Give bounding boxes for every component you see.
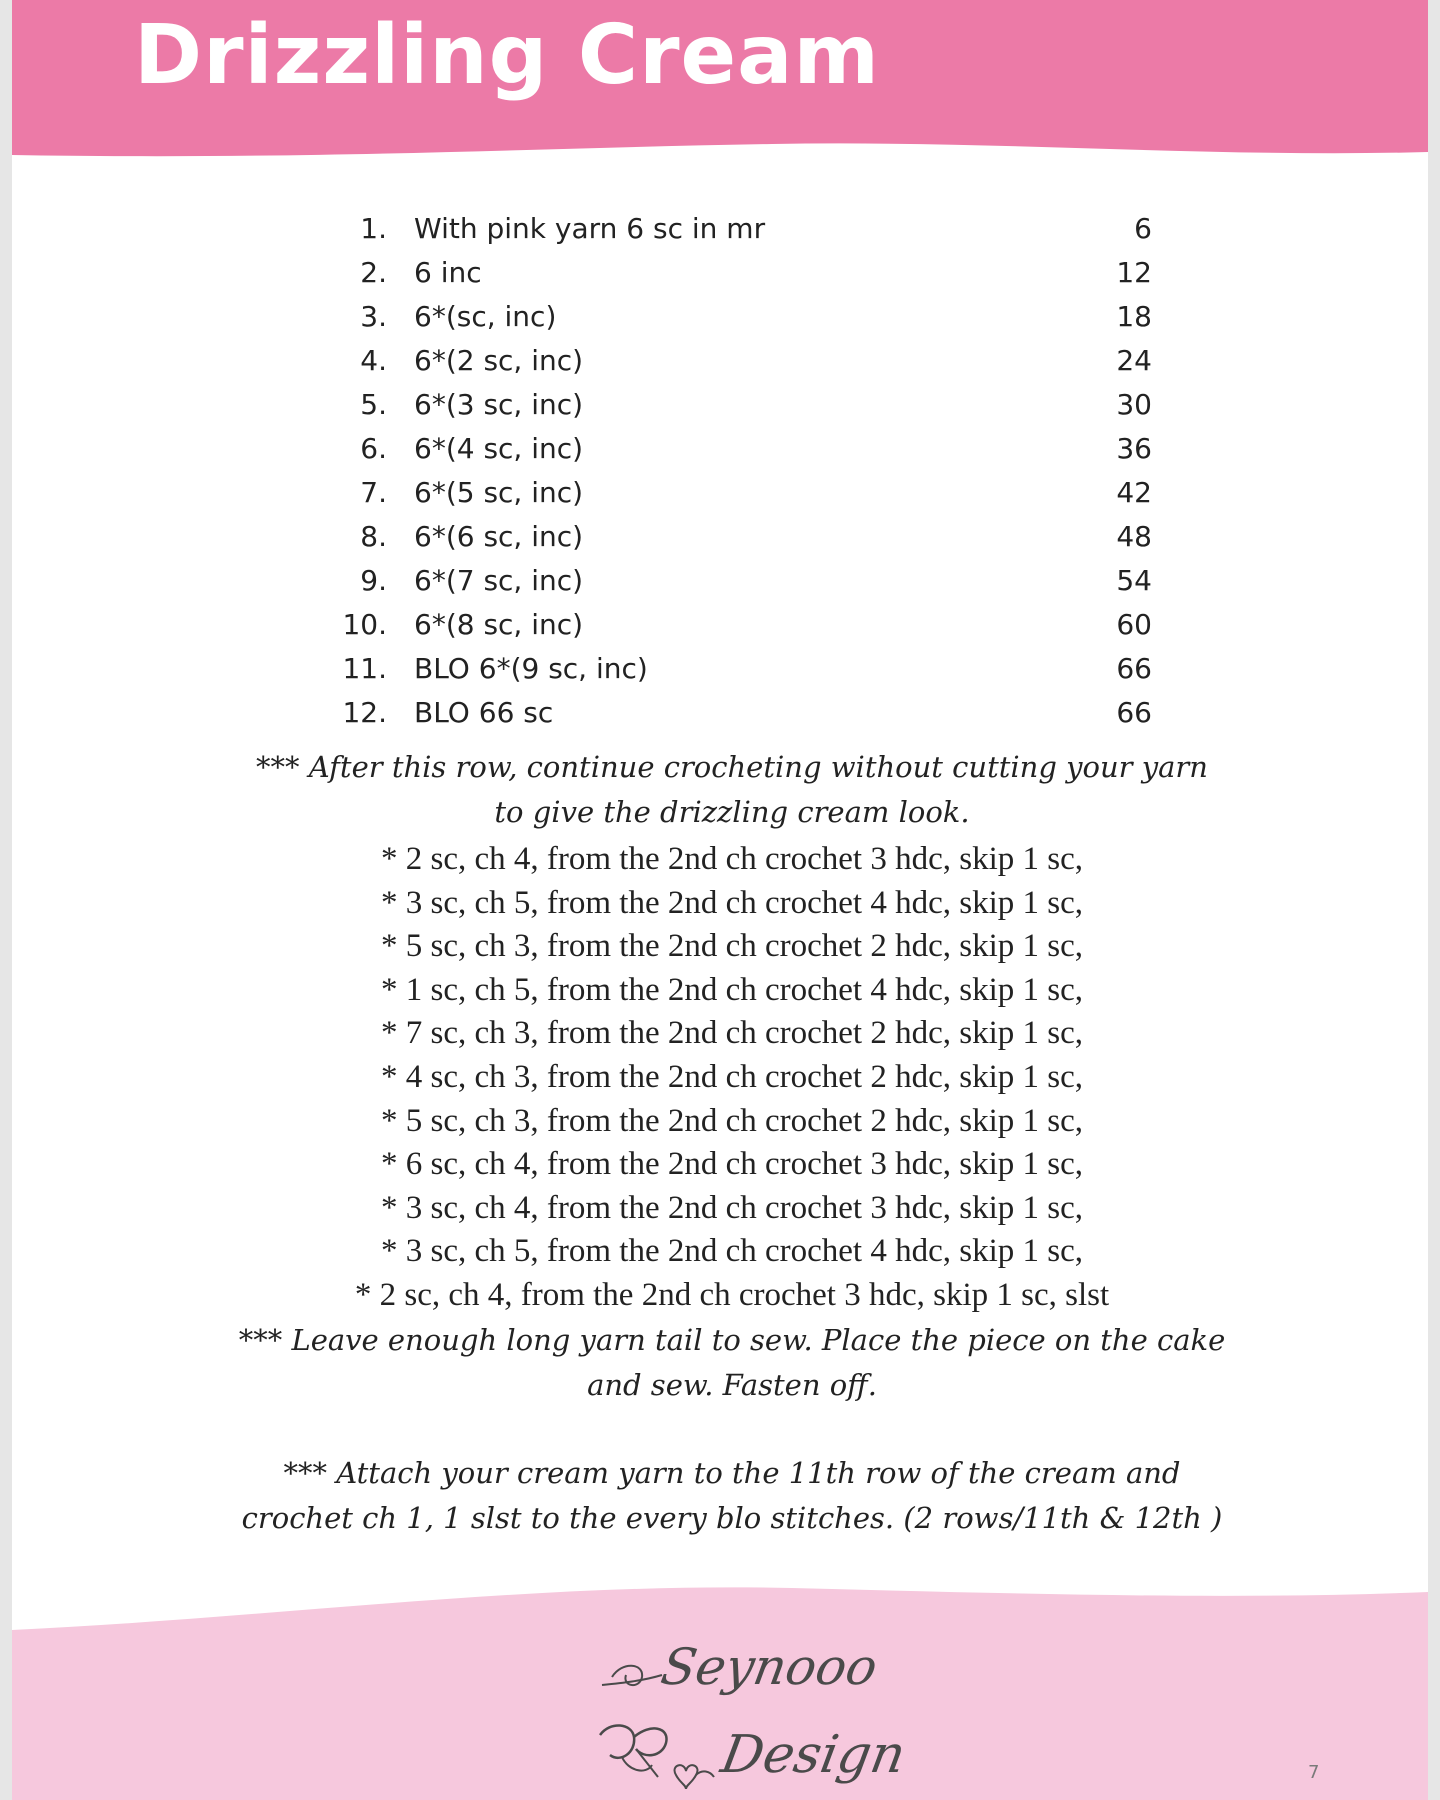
stitch-count: 54 — [1116, 564, 1152, 597]
stitch-count: 18 — [1116, 300, 1152, 333]
drizzle-step: * 6 sc, ch 4, from the 2nd ch crochet 3 hdc, skip 1 sc, — [381, 1146, 1083, 1183]
round-instruction: BLO 66 sc — [414, 696, 554, 729]
drizzle-step: * 2 sc, ch 4, from the 2nd ch crochet 3 hdc, skip 1 sc, slst — [354, 1276, 1110, 1313]
logo-text-design: Design — [716, 1725, 910, 1785]
logo-text-seynooo: Seynooo — [656, 1638, 882, 1696]
round-row — [332, 603, 1152, 647]
stitch-count: 60 — [1116, 608, 1152, 641]
stitch-count: 42 — [1116, 476, 1152, 509]
round-instruction: 6*(8 sc, inc) — [414, 608, 584, 641]
round-row — [332, 383, 1152, 427]
note-sew-line-2: and sew. Fasten off. — [587, 1368, 877, 1402]
drizzle-step: * 3 sc, ch 5, from the 2nd ch crochet 4 hdc, skip 1 sc, — [381, 884, 1083, 921]
note-sew-line-1: *** Leave enough long yarn tail to sew. Place the piece on the cake — [238, 1323, 1226, 1357]
note-attach-line-1: *** Attach your cream yarn to the 11th row of the cream and — [283, 1456, 1181, 1490]
note-attach — [212, 1451, 1252, 1541]
page-number: 7 — [1308, 1762, 1320, 1783]
drizzle-step: * 7 sc, ch 3, from the 2nd ch crochet 2 hdc, skip 1 sc, — [381, 1015, 1083, 1052]
round-instruction: 6*(5 sc, inc) — [414, 476, 584, 509]
round-row — [332, 339, 1152, 383]
round-row — [332, 427, 1152, 471]
round-instruction: With pink yarn 6 sc in mr — [414, 212, 766, 245]
round-number: 4. — [360, 344, 387, 377]
drizzle-steps-list — [262, 838, 1202, 1318]
note-sew — [212, 1318, 1252, 1408]
round-row — [332, 691, 1152, 735]
round-row — [332, 207, 1152, 251]
round-instruction: 6*(3 sc, inc) — [414, 388, 584, 421]
stitch-count: 24 — [1116, 344, 1152, 377]
stitch-count: 48 — [1116, 520, 1152, 553]
round-number: 2. — [360, 256, 387, 289]
round-row — [332, 295, 1152, 339]
round-row — [332, 471, 1152, 515]
round-row — [332, 559, 1152, 603]
stitch-count: 12 — [1116, 256, 1152, 289]
round-number: 12. — [342, 696, 387, 729]
document-page — [12, 0, 1428, 1800]
stitch-count: 36 — [1116, 432, 1152, 465]
round-row — [332, 647, 1152, 691]
drizzle-step: * 2 sc, ch 4, from the 2nd ch crochet 3 hdc, skip 1 sc, — [381, 841, 1083, 877]
round-row — [332, 251, 1152, 295]
page-title: Drizzling Cream — [134, 8, 880, 103]
brand-logo — [592, 1625, 910, 1800]
round-number: 9. — [360, 564, 387, 597]
note-continue — [212, 745, 1252, 835]
round-row — [332, 515, 1152, 559]
round-number: 5. — [360, 388, 387, 421]
drizzle-step: * 4 sc, ch 3, from the 2nd ch crochet 2 hdc, skip 1 sc, — [381, 1058, 1083, 1095]
round-instruction: 6*(sc, inc) — [414, 300, 557, 333]
round-number: 3. — [360, 300, 387, 333]
round-instruction: 6*(7 sc, inc) — [414, 564, 584, 597]
drizzle-step: * 3 sc, ch 4, from the 2nd ch crochet 3 hdc, skip 1 sc, — [381, 1189, 1083, 1226]
round-instruction: 6*(6 sc, inc) — [414, 520, 584, 553]
round-number: 1. — [360, 212, 387, 245]
round-number: 11. — [342, 652, 387, 685]
round-instruction: BLO 6*(9 sc, inc) — [414, 652, 648, 685]
round-number: 7. — [360, 476, 387, 509]
stitch-count: 66 — [1116, 696, 1152, 729]
rounds-list — [332, 207, 1152, 735]
note-continue-line-2: to give the drizzling cream look. — [494, 795, 970, 829]
drizzle-step: * 5 sc, ch 3, from the 2nd ch crochet 2 hdc, skip 1 sc, — [381, 928, 1083, 965]
round-instruction: 6 inc — [414, 256, 482, 289]
drizzle-step: * 5 sc, ch 3, from the 2nd ch crochet 2 hdc, skip 1 sc, — [381, 1102, 1083, 1139]
note-attach-line-2: crochet ch 1, 1 slst to the every blo stitches. (2 rows/11th & 12th ) — [241, 1501, 1223, 1535]
round-instruction: 6*(4 sc, inc) — [414, 432, 584, 465]
note-continue-line-1: *** After this row, continue crocheting without cutting your yarn — [256, 750, 1208, 784]
drizzle-step: * 3 sc, ch 5, from the 2nd ch crochet 4 hdc, skip 1 sc, — [381, 1233, 1083, 1270]
round-number: 8. — [360, 520, 387, 553]
round-instruction: 6*(2 sc, inc) — [414, 344, 584, 377]
round-number: 6. — [360, 432, 387, 465]
stitch-count: 30 — [1116, 388, 1152, 421]
stitch-count: 6 — [1134, 212, 1152, 245]
drizzle-step: * 1 sc, ch 5, from the 2nd ch crochet 4 hdc, skip 1 sc, — [381, 971, 1083, 1008]
round-number: 10. — [342, 608, 387, 641]
stitch-count: 66 — [1116, 652, 1152, 685]
